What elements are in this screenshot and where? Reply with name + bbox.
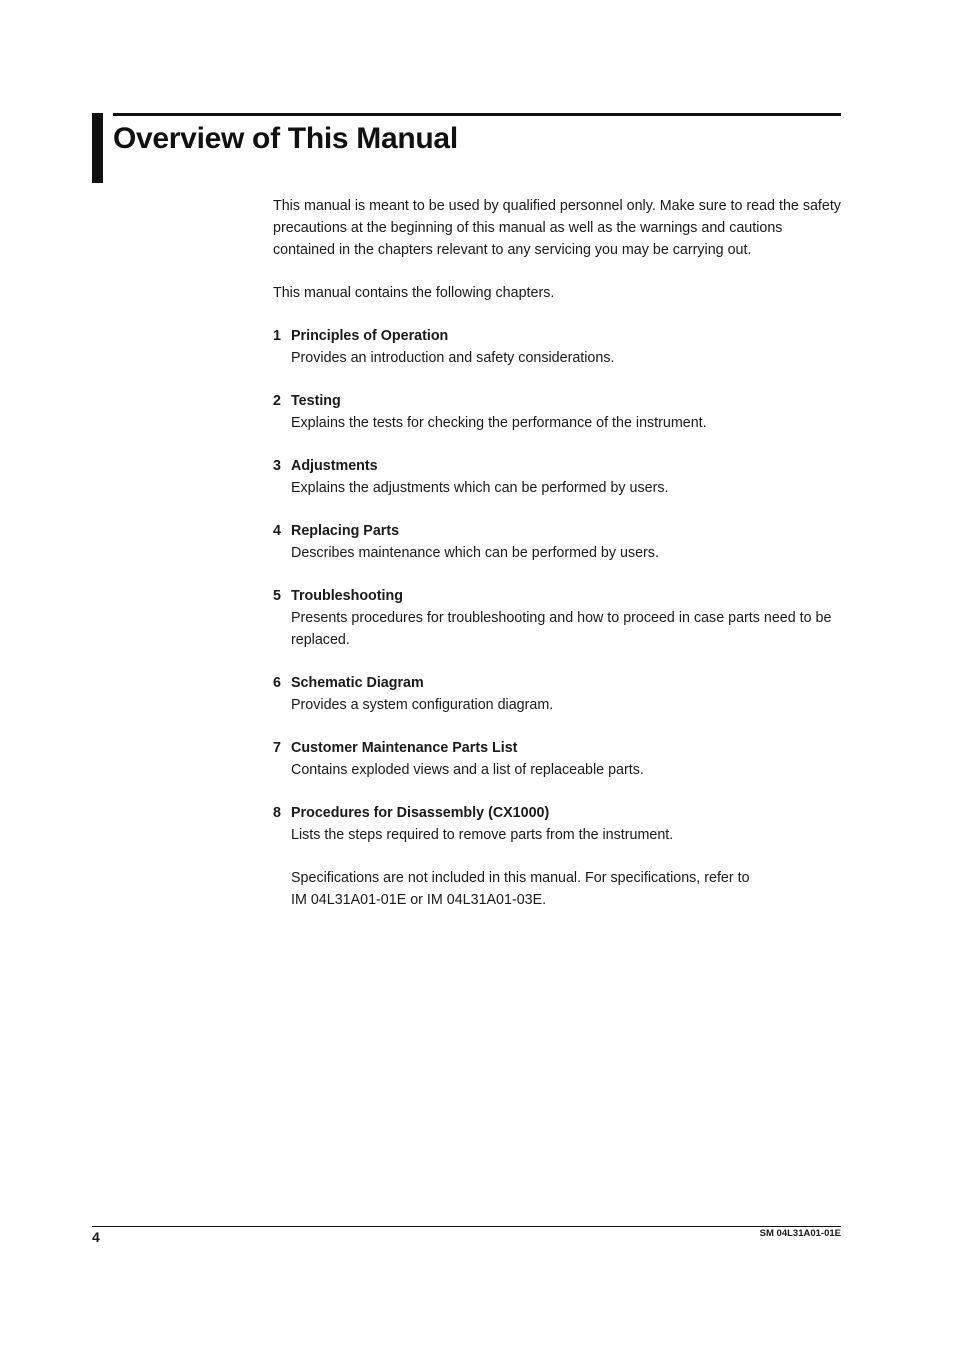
chapter-heading — [273, 520, 841, 542]
chapter-title: Schematic Diagram — [291, 675, 424, 691]
spec-note-line-2: IM 04L31A01-01E or IM 04L31A01-03E. — [291, 892, 547, 908]
chapter-title: Testing — [291, 393, 341, 409]
footer-rule — [92, 1226, 841, 1227]
page-number: 4 — [92, 1229, 100, 1245]
chapter-title: Customer Maintenance Parts List — [291, 740, 518, 756]
chapter-number: 4 — [273, 523, 281, 539]
chapter-title: Replacing Parts — [291, 523, 400, 539]
chapter-heading — [273, 737, 841, 759]
chapter-description: Lists the steps required to remove parts from the instrument. — [291, 827, 674, 843]
chapter-number: 5 — [273, 588, 281, 604]
chapter-description: Describes maintenance which can be performed by users. — [291, 545, 659, 561]
chapter-item — [273, 585, 841, 651]
page-title: Overview of This Manual — [113, 122, 458, 155]
chapter-item — [273, 737, 841, 781]
chapter-heading — [273, 390, 841, 412]
chapter-number: 3 — [273, 458, 281, 474]
chapter-number: 6 — [273, 675, 281, 691]
chapter-item — [273, 325, 841, 369]
title-accent-bar — [92, 113, 103, 183]
intro-paragraph: This manual is meant to be used by qualified personnel only. Make sure to read the safety precautions at the beginning of this manual as well as the warnings and cautions contained in the chapters relevant to any servicing you may be carrying out. — [273, 198, 841, 258]
main-content — [273, 195, 841, 911]
spec-note-line-1: Specifications are not included in this manual. For specifications, refer to — [291, 870, 750, 886]
chapter-title: Troubleshooting — [291, 588, 403, 604]
chapter-number: 2 — [273, 393, 281, 409]
chapter-item — [273, 390, 841, 434]
chapter-description: Provides an introduction and safety considerations. — [291, 350, 615, 366]
chapter-item — [273, 672, 841, 716]
chapter-number: 1 — [273, 328, 281, 344]
chapter-description: Presents procedures for troubleshooting and how to proceed in case parts need to be replaced. — [291, 610, 832, 648]
contains-paragraph: This manual contains the following chapters. — [273, 285, 555, 301]
chapter-item — [273, 520, 841, 564]
chapter-item — [273, 455, 841, 499]
chapter-heading — [273, 672, 841, 694]
document-id: SM 04L31A01-01E — [759, 1228, 841, 1239]
chapter-title: Principles of Operation — [291, 328, 449, 344]
specifications-note — [273, 867, 841, 911]
chapter-heading — [273, 802, 841, 824]
title-rule — [113, 113, 841, 116]
chapter-description: Provides a system configuration diagram. — [291, 697, 554, 713]
chapter-heading — [273, 325, 841, 347]
chapter-title: Procedures for Disassembly (CX1000) — [291, 805, 550, 821]
chapter-number: 7 — [273, 740, 281, 756]
chapter-title: Adjustments — [291, 458, 378, 474]
chapter-description: Contains exploded views and a list of replaceable parts. — [291, 762, 644, 778]
chapter-description: Explains the tests for checking the performance of the instrument. — [291, 415, 707, 431]
chapter-heading — [273, 455, 841, 477]
chapter-number: 8 — [273, 805, 281, 821]
chapter-description: Explains the adjustments which can be performed by users. — [291, 480, 669, 496]
chapter-item — [273, 802, 841, 846]
chapter-heading — [273, 585, 841, 607]
